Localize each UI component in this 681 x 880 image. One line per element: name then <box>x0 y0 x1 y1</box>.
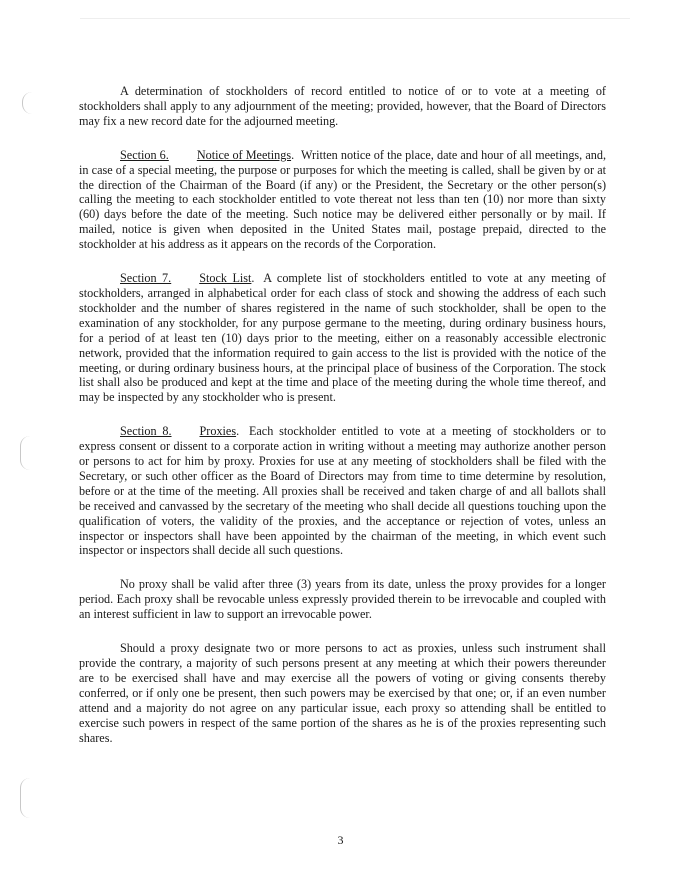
section-8-number: Section 8. <box>120 424 172 439</box>
section-8-text: Each stockholder entitled to vote at a meeting of stockholders or to express consent or dissent to a corporate action in writing without a meeting may authorize another person or persons to act for him by proxy. Proxies for use at any meeting of stockholders shall be filed with the Secretary, or such other officer as the Board of Directors may from time to time determine by resolution, before or at the time of the meeting. All proxies shall be received and taken charge of and all ballots shall be received and canvassed by the secretary of the meeting who shall decide all questions touching upon the qualification of voters, the validity of the proxies, and the acceptance or rejection of votes, unless an inspector or inspectors shall have been appointed by the chairman of the meeting, in which event such inspector or inspectors shall decide all such questions. <box>79 424 607 558</box>
section-7-paragraph: Section 7. Stock List. A complete list of stockholders entitled to vote at any meeting of stockholders, arranged in alphabetical order for each class of stock and showing the address of each such stockholder and the number of shares registered in the name of such stockholder, shall be open to the examination of any stockholder, for any purpose germane to the meeting, during ordinary business hours, for a period of at least ten (10) days prior to the meeting, either on a reasonably accessible electronic network, provided that the information required to gain access to the list is provided with the notice of the meeting, or during ordinary business hours, at the principal place of business of the Corporation. The stock list shall also be produced and kept at the time and place of the meeting during the whole time thereof, and may be inspected by any stockholder who is present. <box>79 271 606 405</box>
binding-hole-mark-bottom <box>20 778 31 818</box>
section-7-title: Stock List <box>199 271 252 286</box>
section-6-title: Notice of Meetings <box>196 147 292 162</box>
section-7-number: Section 7. <box>120 271 172 286</box>
section-6-text: Written notice of the place, date and hour of all meetings, and, in case of a special meeting, the purpose or purposes for which the meeting is called, shall be given by or at the direction of the Chairman of the Board (if any) or the President, the Secretary or the other person(s) calling the meeting to each stockholder entitled to vote thereat not less than ten (10) nor more than sixty (60) days before the date of the meeting. Such notice may be delivered either personally or by mail. If mailed, notice is given when deposited in the United States mail, postage prepaid, directed to the stockholder at his address as it appears on the records of the Corporation. <box>79 147 606 252</box>
section-8-title: Proxies <box>199 424 237 439</box>
document-page <box>79 84 606 745</box>
section-6-paragraph: Section 6. Notice of Meetings. Written notice of the place, date and hour of all meetings, and, in case of a special meeting, the purpose or purposes for which the meeting is called, shall be given by or at the direction of the Chairman of the Board (if any) or the President, the Secretary or the other person(s) calling the meeting to each stockholder entitled to vote thereat not less than ten (10) nor more than sixty (60) days before the date of the meeting. Such notice may be delivered either personally or by mail. If mailed, notice is given when deposited in the United States mail, postage prepaid, directed to the stockholder at his address as it appears on the records of the Corporation. <box>79 147 606 252</box>
proxy-validity-paragraph: No proxy shall be valid after three (3) years from its date, unless the proxy provides for a longer period. Each proxy shall be revocable unless expressly provided therein to be irrevocable and coupled with an interest sufficient in law to support an irrevocable power. <box>79 577 606 622</box>
binding-hole-mark-middle <box>20 436 31 470</box>
record-date-paragraph: A determination of stockholders of record entitled to notice of or to vote at a meeting of stockholders shall apply to any adjournment of the meeting; provided, however, that the Board of Directors may fix a new record date for the adjourned meeting. <box>79 84 606 128</box>
scan-edge-line <box>80 18 630 19</box>
section-8-paragraph: Section 8. Proxies. Each stockholder entitled to vote at a meeting of stockholders or to express consent or dissent to a corporate action in writing without a meeting may authorize another person or persons to act for him by proxy. Proxies for use at any meeting of stockholders shall be filed with the Secretary, or such other officer as the Board of Directors may from time to time determine by resolution, before or at the time of the meeting. All proxies shall be received and taken charge of and all ballots shall be received and canvassed by the secretary of the meeting who shall decide all questions touching upon the qualification of voters, the validity of the proxies, and the acceptance or rejection of votes, unless an inspector or inspectors shall have been appointed by the chairman of the meeting, in which event such inspector or inspectors shall decide all such questions. <box>79 424 607 558</box>
page-number: 3 <box>337 833 344 847</box>
binding-hole-mark-top <box>22 92 33 114</box>
section-6-number: Section 6. <box>120 147 169 162</box>
multiple-proxies-paragraph: Should a proxy designate two or more persons to act as proxies, unless such instrument shall provide the contrary, a majority of such persons present at any meeting at which their powers thereunder are to be exercised shall have and may exercise all the powers of voting or giving consents thereby conferred, or if only one be present, then such powers may be exercised by that one; or, if an even number attend and a majority do not agree on any particular issue, each proxy so attending shall be entitled to exercise such powers in respect of the same portion of the shares as he is of the proxies representing such shares. <box>79 641 606 745</box>
section-7-text: A complete list of stockholders entitled to vote at any meeting of stockholders, arranged in alphabetical order for each class of stock and showing the address of each such stockholder and the number of shares registered in the name of such stockholder, shall be open to the examination of any stockholder, for any purpose germane to the meeting, during ordinary business hours, for a period of at least ten (10) days prior to the meeting, either on a reasonably accessible electronic network, provided that the information required to gain access to the list is provided with the notice of the meeting, or during ordinary business hours, at the principal place of business of the Corporation. The stock list shall also be produced and kept at the time and place of the meeting during the whole time thereof, and may be inspected by any stockholder who is present. <box>79 271 606 405</box>
